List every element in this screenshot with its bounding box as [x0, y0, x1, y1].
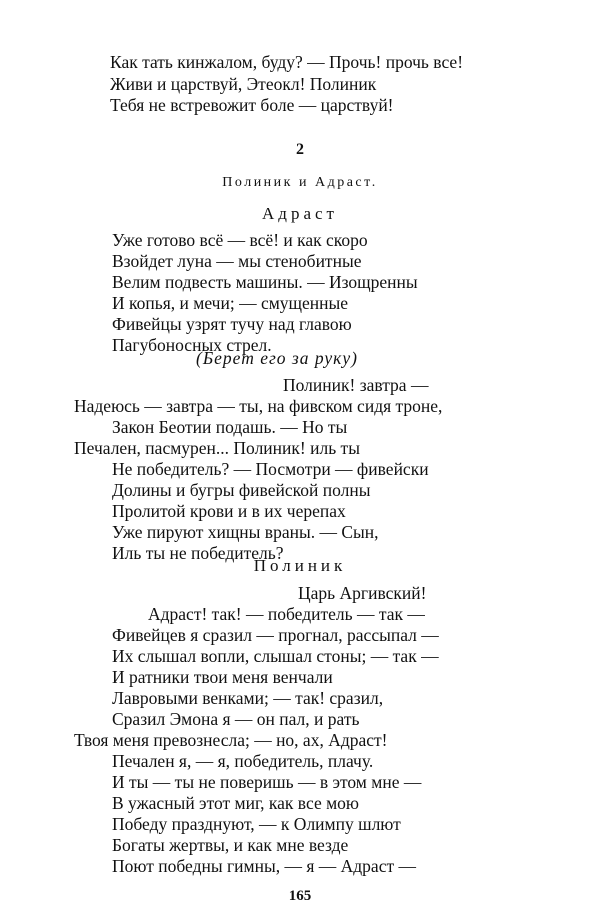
verse-line: Как тать кинжалом, буду? — Прочь! прочь все! [110, 52, 464, 72]
verse-line: Печален, пасмурен... Полиник! иль ты [74, 438, 360, 458]
verse-line: Полиник! завтра — [283, 375, 429, 395]
verse-line: В ужасный этот миг, как все мою [112, 793, 359, 813]
verse-line: Уже пируют хищны враны. — Сын, [112, 522, 379, 542]
stage-direction: (Берет его за руку) [196, 348, 358, 368]
verse-line: И копья, и мечи; — смущенные [112, 293, 349, 313]
verse-line: И ратники твои меня венчали [112, 667, 333, 687]
verse-line: Закон Беотии подашь. — Но ты [112, 417, 348, 437]
verse-line: Уже готово всё — всё! и как скоро [112, 230, 368, 250]
page-number: 165 [288, 888, 312, 904]
verse-line: Тебя не встревожит боле — царствуй! [110, 95, 394, 115]
verse-line: Адраст! так! — победитель — так — [148, 604, 425, 624]
verse-line: Фивейцы узрят тучу над главою [112, 314, 352, 334]
verse-line: Долины и бугры фивейской полны [112, 480, 371, 500]
verse-line: Печален я, — я, победитель, плачу. [112, 751, 374, 771]
verse-line: Велим подвесть машины. — Изощренны [112, 272, 418, 292]
verse-line: Фивейцев я сразил — прогнал, рассыпал — [112, 625, 439, 645]
verse-line: Лавровыми венками; — так! сразил, [112, 688, 384, 708]
speaker-name: Адраст [262, 204, 338, 223]
verse-line: И ты — ты не поверишь — в этом мне — [112, 772, 422, 792]
verse-line: Пролитой крови и в их черепах [112, 501, 346, 521]
verse-line: Не победитель? — Посмотри — фивейски [112, 459, 429, 479]
section-number: 2 [296, 141, 304, 158]
verse-line: Иль ты не победитель? [112, 543, 284, 563]
verse-line: Взойдет луна — мы стенобитные [112, 251, 362, 271]
speaker-name: Полиник [253, 556, 347, 575]
verse-line: Богаты жертвы, и как мне везде [112, 835, 349, 855]
verse-line: Твоя меня превознесла; — но, ах, Адраст! [74, 730, 388, 750]
verse-line: Надеюсь — завтра — ты, на фивском сидя троне, [74, 396, 443, 416]
verse-line: Победу празднуют, — к Олимпу шлют [112, 814, 401, 834]
verse-line: Царь Аргивский! [298, 583, 427, 603]
verse-line: Сразил Эмона я — он пал, и рать [112, 709, 360, 729]
verse-line: Поют победны гимны, — я — Адраст — [112, 856, 416, 876]
section-title: Полиник и Адраст. [222, 175, 378, 190]
verse-line: Их слышал вопли, слышал стоны; — так — [112, 646, 439, 666]
verse-line: Живи и царствуй, Этеокл! Полиник [110, 74, 377, 94]
verse-line: Пагубоносных стрел. [112, 335, 272, 355]
